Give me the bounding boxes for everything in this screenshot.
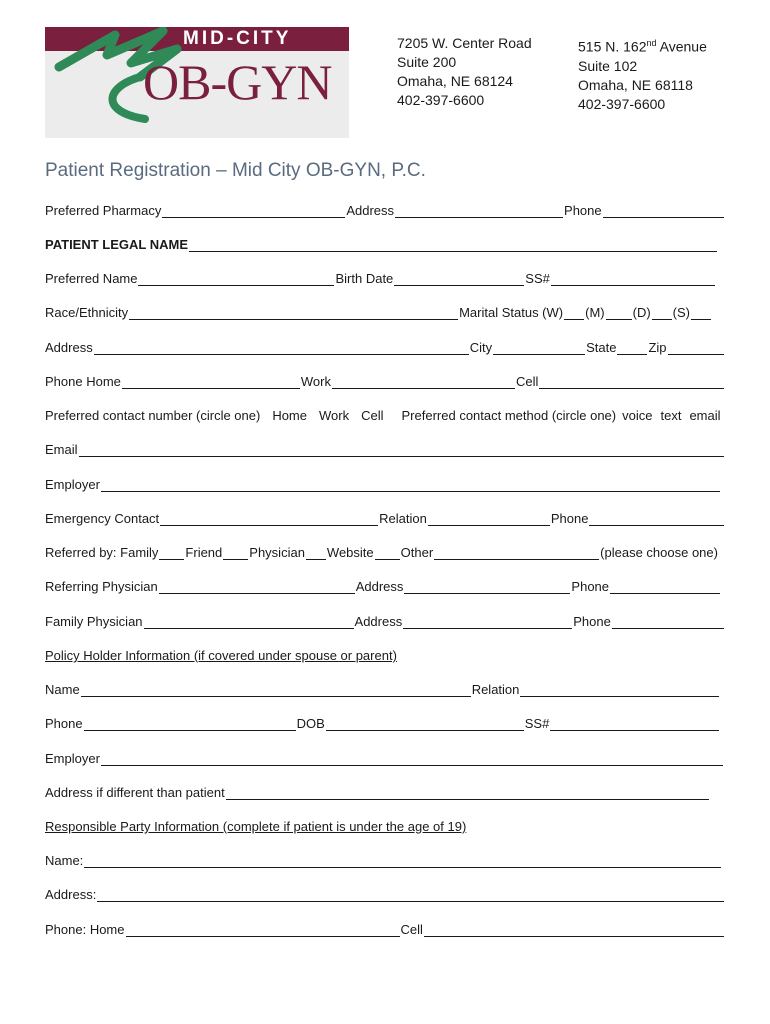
label: Preferred Name	[45, 271, 138, 286]
label: Relation	[471, 682, 520, 697]
work-phone-field[interactable]	[332, 374, 515, 389]
responsible-address-row	[45, 884, 725, 902]
label: Physician	[249, 545, 305, 560]
responsible-name-field[interactable]	[84, 853, 721, 868]
label: Race/Ethnicity	[45, 305, 129, 320]
referred-physician-field[interactable]	[306, 545, 326, 560]
practice-logo	[45, 27, 349, 138]
policy-name-field[interactable]	[81, 682, 471, 697]
label: Other	[400, 545, 434, 560]
label: Address:	[45, 887, 97, 902]
label: Cell	[400, 922, 423, 937]
method-option-voice[interactable]: voice	[622, 408, 653, 423]
state-field[interactable]	[617, 340, 647, 355]
emergency-phone-field[interactable]	[589, 511, 724, 526]
address-phone: 402-397-6600	[397, 92, 485, 108]
marital-m-field[interactable]	[606, 305, 632, 320]
label: Preferred contact method (circle one)	[401, 408, 617, 423]
label: Relation	[379, 511, 427, 526]
policy-relation-field[interactable]	[520, 682, 719, 697]
label: Birth Date	[335, 271, 394, 286]
marital-s-field[interactable]	[691, 305, 711, 320]
label: Cell	[516, 374, 539, 389]
label: Phone	[45, 716, 83, 731]
label: Zip	[648, 340, 667, 355]
referred-friend-field[interactable]	[223, 545, 248, 560]
method-option-text[interactable]: text	[660, 408, 682, 423]
policy-phone-field[interactable]	[84, 716, 296, 731]
referring-physician-phone-field[interactable]	[610, 579, 720, 594]
marital-w-field[interactable]	[564, 305, 584, 320]
responsible-party-heading-row	[45, 816, 725, 834]
contact-preference-row	[45, 405, 725, 423]
address-row	[45, 337, 725, 355]
label: Phone	[571, 579, 610, 594]
pharmacy-address-field[interactable]	[395, 203, 563, 218]
label: Website	[326, 545, 374, 560]
label: Name:	[45, 853, 84, 868]
family-physician-address-field[interactable]	[403, 614, 572, 629]
address-phone: 402-397-6600	[578, 95, 666, 112]
contact-option-home[interactable]: Home	[272, 408, 307, 423]
address-field[interactable]	[94, 340, 469, 355]
email-row	[45, 439, 725, 457]
city-field[interactable]	[493, 340, 585, 355]
responsible-address-field[interactable]	[97, 887, 724, 902]
label: Address	[355, 579, 404, 594]
legal-name-field[interactable]	[189, 237, 717, 252]
emergency-row	[45, 508, 725, 526]
referred-website-field[interactable]	[375, 545, 400, 560]
label: PATIENT LEGAL NAME	[45, 237, 188, 252]
marital-d-field[interactable]	[652, 305, 672, 320]
policy-address-field[interactable]	[226, 785, 709, 800]
family-physician-row	[45, 611, 725, 629]
policy-holder-heading-row	[45, 645, 725, 663]
label: Phone	[564, 203, 602, 218]
label: (D)	[632, 305, 651, 320]
label: City	[469, 340, 493, 355]
label: (M)	[585, 305, 605, 320]
responsible-home-phone-field[interactable]	[126, 922, 400, 937]
address-line: Suite 200	[397, 54, 457, 70]
legal-name-row	[45, 234, 725, 252]
label: Preferred contact number (circle one)	[45, 408, 261, 423]
logo-main-text: OB-GYN	[143, 54, 332, 110]
label: Referred by: Family	[45, 545, 159, 560]
label: Employer	[45, 751, 100, 766]
employer-row	[45, 474, 725, 492]
race-field[interactable]	[129, 305, 458, 320]
page-title: Patient Registration – Mid City OB-GYN, P.C.	[45, 160, 426, 181]
label: Work	[300, 374, 331, 389]
referred-other-field[interactable]	[434, 545, 599, 560]
label: Address if different than patient	[45, 785, 225, 800]
contact-option-cell[interactable]: Cell	[361, 408, 384, 423]
preferred-name-row	[45, 268, 725, 286]
label: Address	[354, 614, 403, 629]
address-line: 515 N. 162nd Avenue	[578, 38, 707, 55]
ssn-field[interactable]	[551, 271, 715, 286]
referred-row	[45, 542, 725, 560]
responsible-phone-row	[45, 919, 725, 937]
policy-employer-row	[45, 748, 725, 766]
family-physician-phone-field[interactable]	[612, 614, 724, 629]
policy-holder-heading: Policy Holder Information (if covered under spouse or parent)	[45, 648, 397, 663]
label: DOB	[296, 716, 325, 731]
pharmacy-phone-field[interactable]	[603, 203, 724, 218]
label: State	[586, 340, 617, 355]
label: Phone	[550, 511, 589, 526]
address-line: 7205 W. Center Road	[397, 35, 532, 51]
label: Preferred Pharmacy	[45, 203, 162, 218]
home-phone-field[interactable]	[122, 374, 300, 389]
referring-physician-address-field[interactable]	[404, 579, 570, 594]
employer-field[interactable]	[101, 477, 720, 492]
label: Email	[45, 442, 78, 457]
pharmacy-row	[45, 200, 725, 218]
office-address-center	[397, 34, 532, 110]
referring-physician-row	[45, 576, 725, 594]
label: Marital Status (W)	[459, 305, 564, 320]
label: Name	[45, 682, 80, 697]
cell-phone-field[interactable]	[539, 374, 724, 389]
policy-name-row	[45, 679, 725, 697]
referring-physician-field[interactable]	[159, 579, 355, 594]
label: Phone	[573, 614, 611, 629]
label: Referring Physician	[45, 579, 158, 594]
label: Address	[346, 203, 395, 218]
label: Friend	[185, 545, 223, 560]
emergency-relation-field[interactable]	[428, 511, 550, 526]
policy-ssn-field[interactable]	[550, 716, 719, 731]
label: Phone: Home	[45, 922, 125, 937]
email-field[interactable]	[79, 442, 724, 457]
label: SS#	[524, 716, 550, 731]
responsible-name-row	[45, 850, 725, 868]
label: Family Physician	[45, 614, 143, 629]
pharmacy-field[interactable]	[162, 203, 345, 218]
label: Employer	[45, 477, 100, 492]
address-line: Omaha, NE 68124	[397, 73, 513, 89]
contact-option-work[interactable]: Work	[319, 408, 350, 423]
preferred-name-field[interactable]	[138, 271, 334, 286]
address-line: Omaha, NE 68118	[578, 76, 693, 93]
race-marital-row	[45, 302, 725, 320]
emergency-contact-field[interactable]	[160, 511, 378, 526]
policy-employer-field[interactable]	[101, 751, 723, 766]
label: (please choose one)	[600, 545, 718, 560]
policy-address-row	[45, 782, 725, 800]
label: SS#	[525, 271, 550, 286]
birth-date-field[interactable]	[394, 271, 524, 286]
label: Address	[45, 340, 93, 355]
responsible-party-heading: Responsible Party Information (complete if patient is under the age of 19)	[45, 819, 467, 834]
family-physician-field[interactable]	[144, 614, 354, 629]
policy-dob-field[interactable]	[326, 716, 524, 731]
logo-top-text: MID-CITY	[183, 28, 292, 49]
label: (S)	[672, 305, 690, 320]
zip-field[interactable]	[668, 340, 724, 355]
method-option-email[interactable]: email	[689, 408, 721, 423]
address-line: Suite 102	[578, 57, 638, 74]
phone-row	[45, 371, 725, 389]
label: Phone Home	[45, 374, 121, 389]
label: Emergency Contact	[45, 511, 160, 526]
responsible-cell-phone-field[interactable]	[424, 922, 724, 937]
referred-family-field[interactable]	[159, 545, 184, 560]
policy-phone-row	[45, 713, 725, 731]
office-address-162nd	[578, 34, 707, 114]
